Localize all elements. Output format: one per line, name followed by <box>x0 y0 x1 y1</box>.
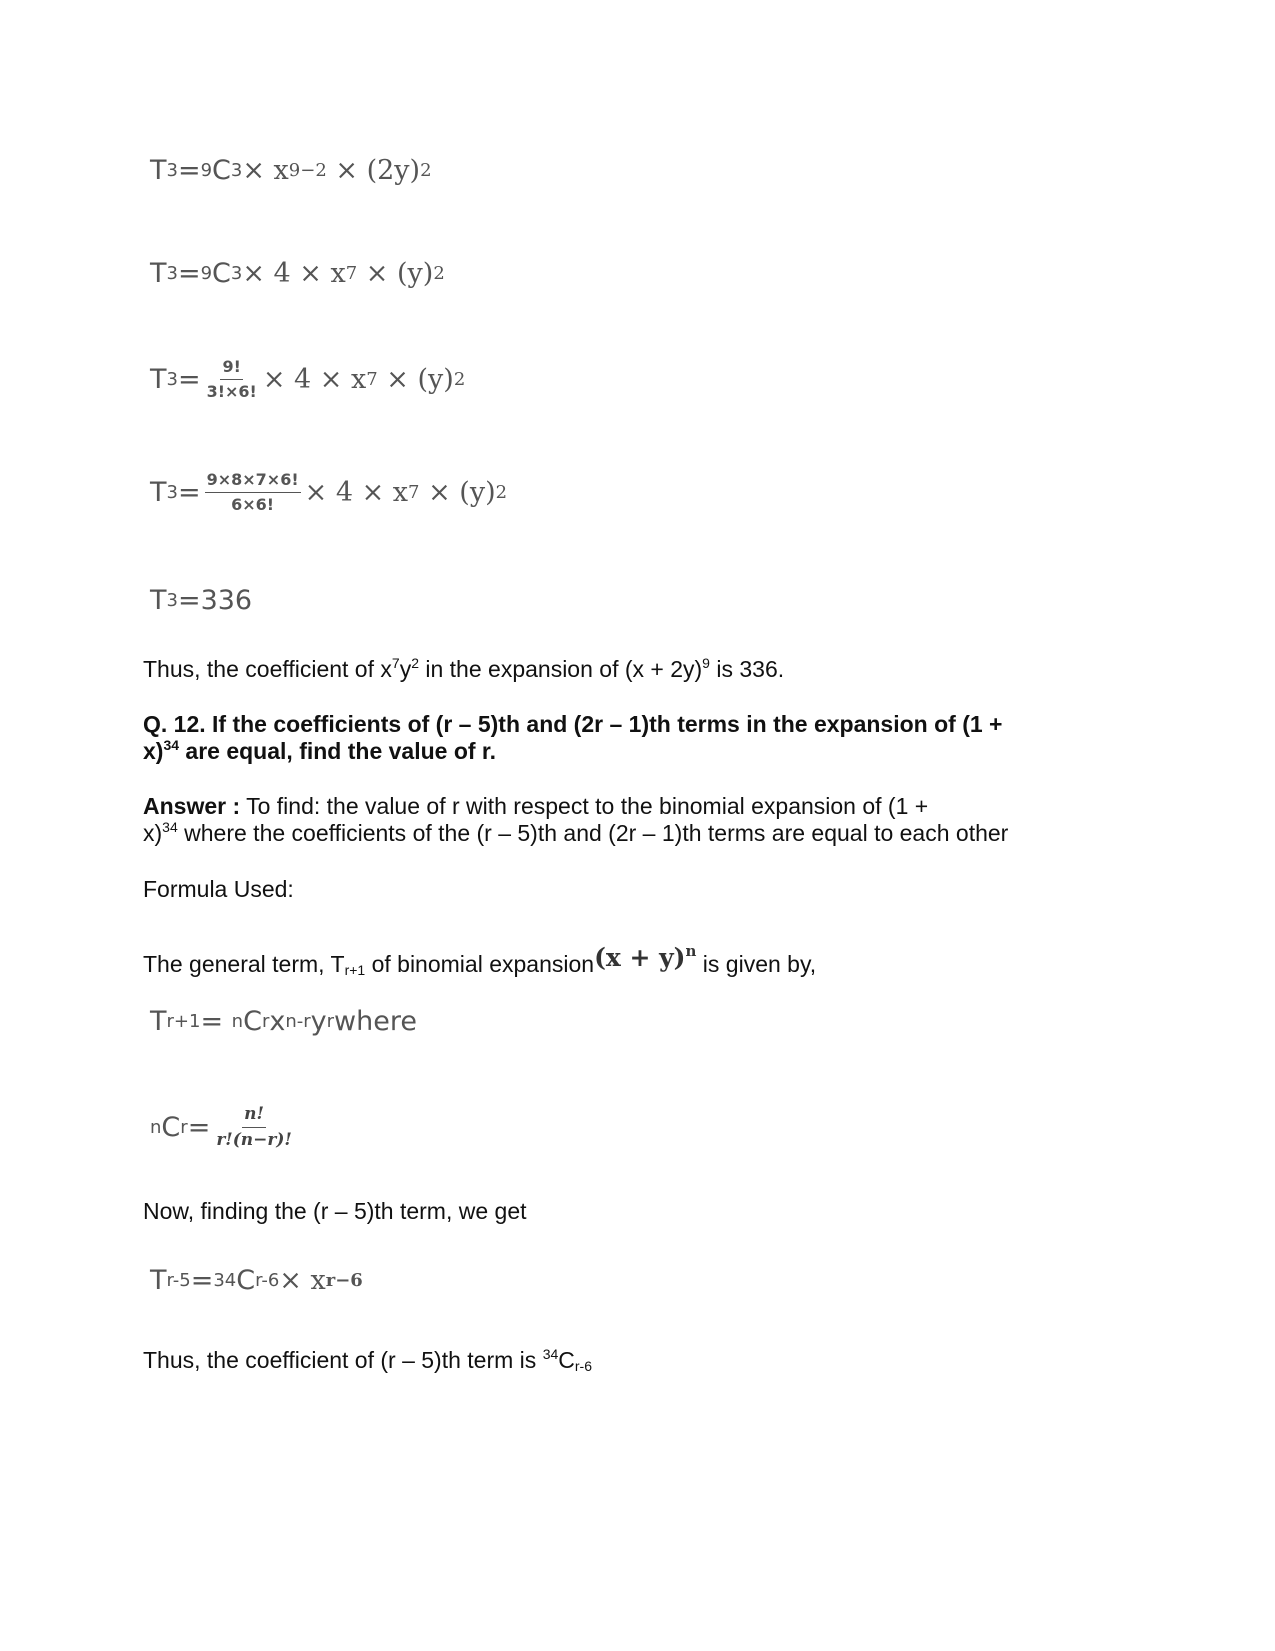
binomial-expression-image: $(x + y)^n$ <box>594 942 697 972</box>
paragraph-finding-term: Now, finding the (r – 5)th term, we get <box>143 1198 527 1224</box>
equation-ncr: n C r = $\frac{n!}{r!(n-r)!}$ <box>150 1104 292 1151</box>
fraction: $\frac{9!}{3!\times 6!}$ <box>206 357 257 401</box>
equation-t3-step2: T 3 = 9 C 3 × 4 × x 7 × (y) 2 <box>150 258 445 289</box>
equation-t3-step1: T 3 = 9 C 3 × x 9−2 × (2y) 2 <box>150 155 432 186</box>
answer-paragraph: Answer : To find: the value of r with respect to the binomial expansion of (1 + x)$^{34}$ where the coefficients of the (r – 5)th and (2r – 1)th terms are equal to each other <box>143 793 1009 846</box>
equation-t3-step4: T 3 = $\frac{9\times 8\times 7\times 6!}{6\times 6!}$ × 4 × x 7 × (y) 2 <box>150 470 508 514</box>
formula-used-label: Formula Used: <box>143 876 294 902</box>
equation-tr-5: T r-5 = 34 C r-6 × x r−6 <box>150 1265 363 1296</box>
fraction: $\frac{9\times 8\times 7\times 6!}{6\times 6!}$ <box>206 470 299 514</box>
equation-t3-result: T 3 =336 <box>150 585 253 616</box>
fraction: $\frac{n!}{r!(n-r)!}$ <box>216 1104 292 1151</box>
equation-t3-step3: T 3 = $\frac{9!}{3!\times 6!}$ × 4 × x 7 × (y) 2 <box>150 357 466 401</box>
paragraph-general-term: The general term, $T_{r+1}$ of binomial expansion(x + y)$^n$ is given by, <box>143 942 817 978</box>
paragraph-coefficient-tr-5: Thus, the coefficient of (r – 5)th term is $^{34}C_{r-6}$ <box>143 1346 593 1374</box>
question-12: Q. 12. If the coefficients of (r – 5)th and (2r – 1)th terms in the expansion of (1 + x)$^{34}$ are equal, find the value of r. <box>143 711 1003 764</box>
paragraph-coefficient-result: Thus, the coefficient of $x^7y^2$ in the expansion of $(x + 2y)^9$ is 336. <box>143 655 785 682</box>
equation-general-term: T r+1 = n C r x n-r y r where <box>150 1006 417 1037</box>
